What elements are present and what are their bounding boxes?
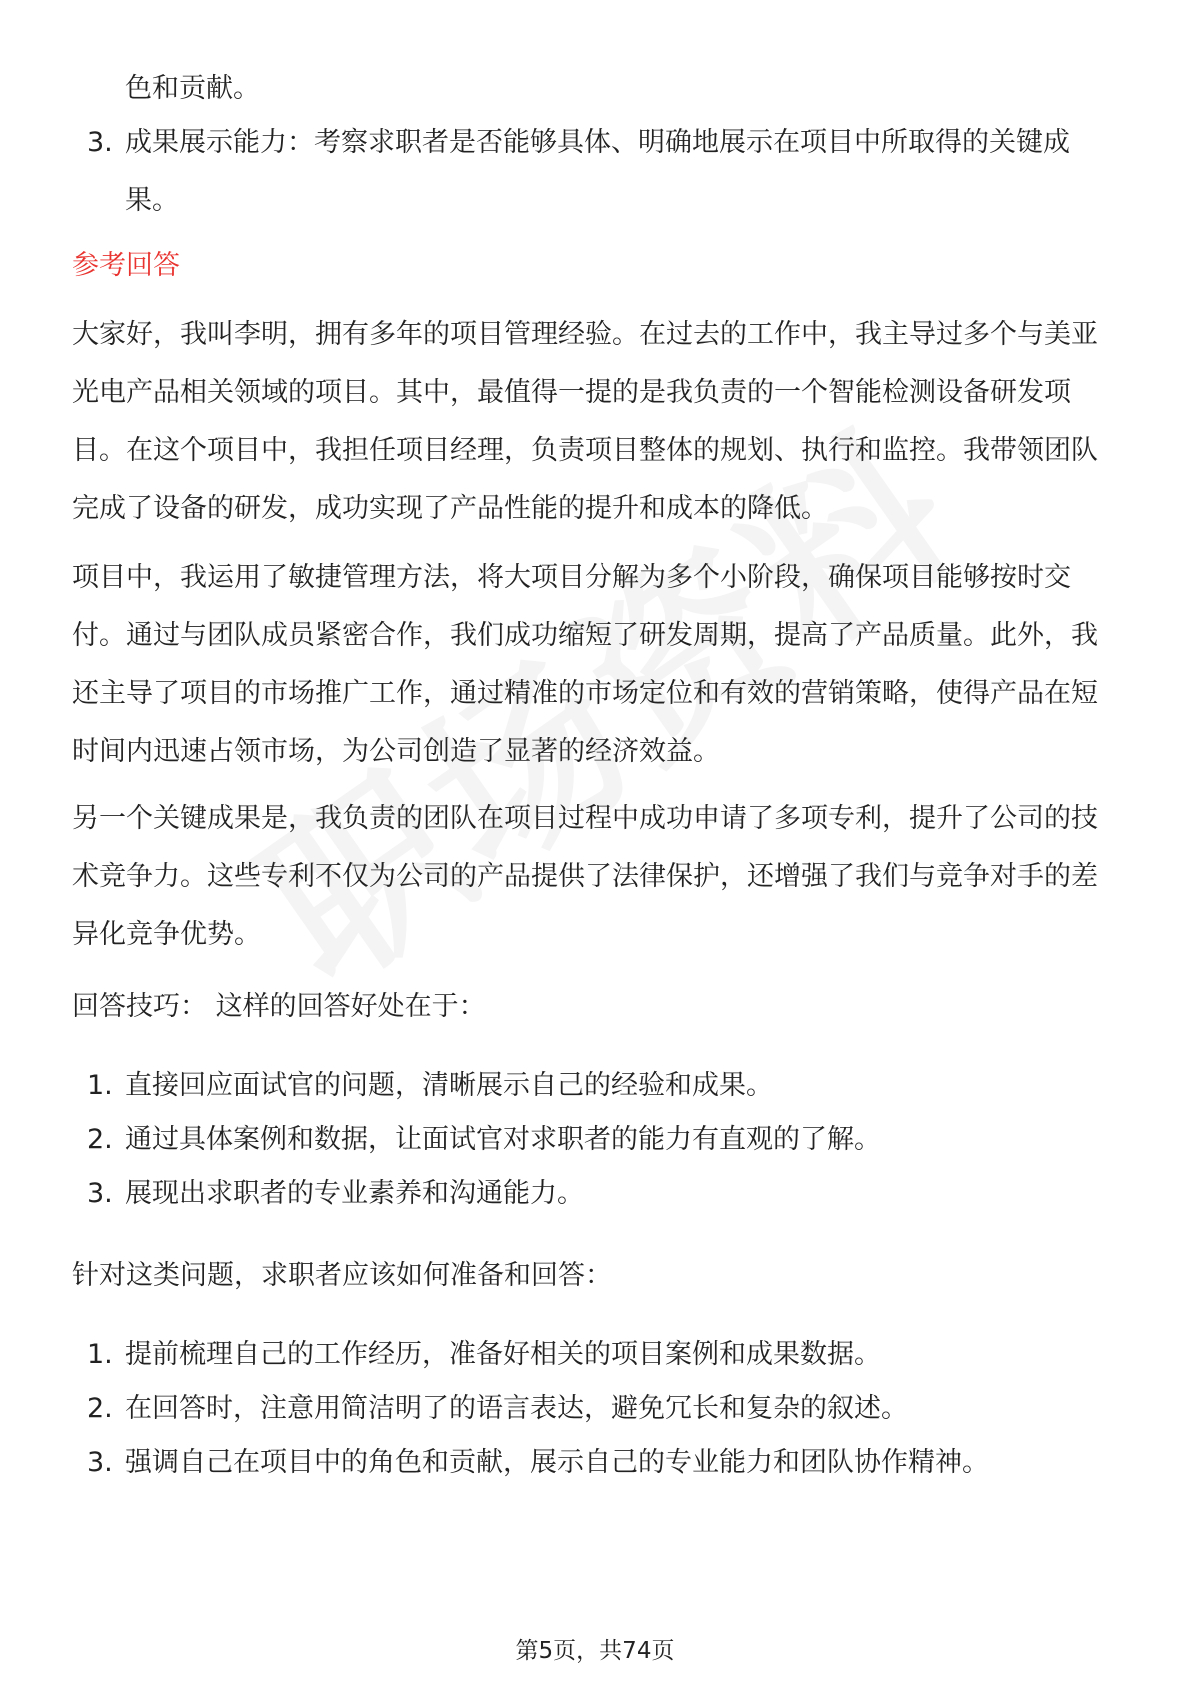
list-text: 展现出求职者的专业素养和沟通能力。 [125,1178,584,1209]
list-text: 在回答时，注意用简洁明了的语言表达，避免冗长和复杂的叙述。 [125,1393,908,1424]
list-number: 3. [87,1447,113,1478]
list-number: 3. [87,1178,113,1209]
prep-list-item [72,1326,1122,1384]
tips-list-item [72,1111,1122,1169]
list-number: 2. [87,1124,113,1155]
list-text: 强调自己在项目中的角色和贡献，展示自己的专业能力和团队协作精神。 [125,1447,989,1478]
list-number: 1. [87,1339,113,1370]
list-text: 通过具体案例和数据，让面试官对求职者的能力有直观的了解。 [125,1124,881,1155]
tips-list-item [72,1165,1122,1223]
answer-paragraph-1: 大家好，我叫李明，拥有多年的项目管理经验。在过去的工作中，我主导过多个与美亚光电产品相关领域的项目。其中，最值得一提的是我负责的一个智能检测设备研发项目。在这个项目中，我担任项目经理，负责项目整体的规划、执行和监控。我带领团队完成了设备的研发，成功实现了产品性能的提升和成本的降低。 [72,319,1098,524]
criteria-list-item [72,114,1122,230]
list-number: 3. [87,127,113,158]
list-text: 直接回应面试官的问题，清晰展示自己的经验和成果。 [125,1070,773,1101]
page-footer: 第5页，共74页 [515,1638,675,1664]
tips-intro: 回答技巧： 这样的回答好处在于： [72,991,486,1022]
answer-paragraph-2: 项目中，我运用了敏捷管理方法，将大项目分解为多个小阶段，确保项目能够按时交付。通过与团队成员紧密合作，我们成功缩短了研发周期，提高了产品质量。此外，我还主导了项目的市场推广工作，通过精准的市场定位和有效的营销策略，使得产品在短时间内迅速占领市场，为公司创造了显著的经济效益。 [72,562,1098,767]
list-number: 2. [87,1393,113,1424]
list-text: 提前梳理自己的工作经历，准备好相关的项目案例和成果数据。 [125,1339,881,1370]
prep-intro: 针对这类问题，求职者应该如何准备和回答： [72,1260,612,1291]
list-text: 成果展示能力：考察求职者是否能够具体、明确地展示在项目中所取得的关键成果。 [125,127,1070,216]
intro-tail-text: 色和贡献。 [125,73,260,104]
tips-list-item [72,1057,1122,1115]
prep-list-item [72,1434,1122,1492]
section-heading: 参考回答 [72,250,180,281]
prep-list-item [72,1380,1122,1438]
list-number: 1. [87,1070,113,1101]
answer-paragraph-3: 另一个关键成果是，我负责的团队在项目过程中成功申请了多项专利，提升了公司的技术竞争力。这些专利不仅为公司的产品提供了法律保护，还增强了我们与竞争对手的差异化竞争优势。 [72,803,1098,950]
